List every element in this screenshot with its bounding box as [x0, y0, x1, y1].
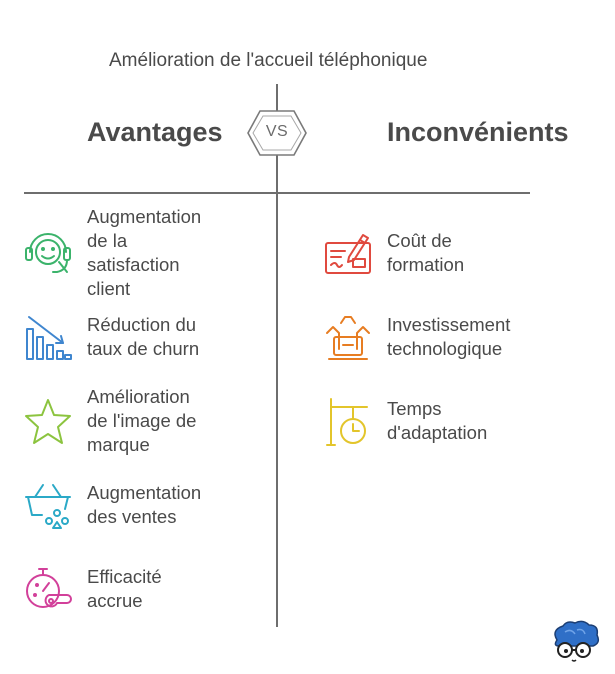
advantage-item-5: Efficacité accrue	[87, 566, 162, 611]
horizontal-divider	[24, 192, 530, 194]
vs-label: VS	[265, 123, 289, 140]
disadvantage-item-3: Temps d'adaptation	[387, 398, 488, 443]
shopping-basket-icon	[23, 481, 73, 531]
advantage-item-4: Augmentation des ventes	[87, 482, 202, 527]
headset-smile-icon	[23, 228, 73, 278]
decreasing-bar-chart-icon	[23, 313, 73, 363]
hands-laptop-icon	[323, 313, 373, 363]
vs-badge	[246, 108, 308, 158]
advantage-item-1: Augmentation de la satisfaction client	[87, 206, 202, 299]
disadvantage-item-1: Coût de formation	[387, 230, 465, 275]
disadvantages-heading: Inconvénients	[387, 117, 569, 147]
star-icon	[23, 397, 73, 447]
diagram-title: Amélioration de l'accueil téléphonique	[109, 50, 428, 71]
advantages-heading: Avantages	[87, 117, 223, 147]
stopwatch-whistle-icon	[23, 565, 73, 615]
advantage-item-2: Réduction du taux de churn	[87, 314, 200, 359]
hanging-clock-icon	[323, 397, 373, 447]
check-signature-icon	[323, 229, 373, 279]
napkin-brain-logo	[549, 620, 601, 664]
disadvantage-item-2: Investissement technologique	[387, 314, 511, 359]
advantage-item-3: Amélioration de l'image de marque	[87, 386, 197, 455]
vertical-divider	[276, 84, 278, 627]
